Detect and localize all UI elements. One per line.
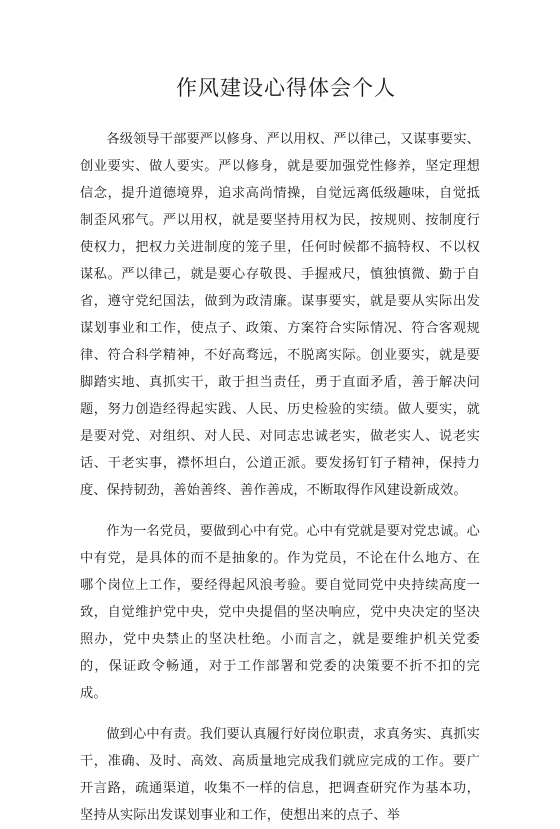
document-title: 作风建设心得体会个人 — [176, 76, 396, 100]
paragraph-1: 各级领导干部要严以修身、严以用权、严以律己，又谋事要实、创业要实、做人要实。严以修身，就是要加强党性修养，坚定理想信念，提升道德境界，追求高尚情操，自觉远离低级趣味，自觉抵制歪风邪气。严以用权，就是要坚持用权为民，按规则、按制度行使权力，把权力关进制度的笼子里，任何时候都不搞特权、不以权谋私。严以律己，就是要心存敬畏、手握戒尺，慎独慎微、勤于自省，遵守党纪国法，做到为政清廉。谋事要实，就是要从实际出发谋划事业和工作，使点子、政策、方案符合实际情况、符合客观规律、符合科学精神，不好高骛远，不脱离实际。创业要实，就是要脚踏实地、真抓实干，敢于担当责任，勇于直面矛盾，善于解决问题，努力创造经得起实践、人民、历史检验的实绩。做人要实，就是要对党、对组织、对人民、对同志忠诚老实，做老实人、说老实话、干老实事，襟怀坦白，公道正派。要发扬钉钉子精神，保持力度、保持韧劲，善始善终、善作善成，不断取得作风建设新成效。 — [80, 132, 480, 498]
paragraph-3: 做到心中有责。我们要认真履行好岗位职责，求真务实、真抓实干，准确、及时、高效、高质量地完成我们就应完成的工作。要广开言路，疏通渠道，收集不一样的信息，把调查研究作为基本功，坚持从实际出发谋划事业和工作，使想出来的点子、举 — [80, 727, 480, 823]
paragraph-2: 作为一名党员，要做到心中有党。心中有党就是要对党忠诚。心中有党，是具体的而不是抽象的。作为党员，不论在什么地方、在哪个岗位上工作，要经得起风浪考验。要自觉同党中央持续高度一致，自觉维护党中央，党中央提倡的坚决响应，党中央决定的坚决照办，党中央禁止的坚决杜绝。小而言之，就是要维护机关党委的，保证政令畅通，对于工作部署和党委的决策要不折不扣的完成。 — [80, 524, 480, 701]
